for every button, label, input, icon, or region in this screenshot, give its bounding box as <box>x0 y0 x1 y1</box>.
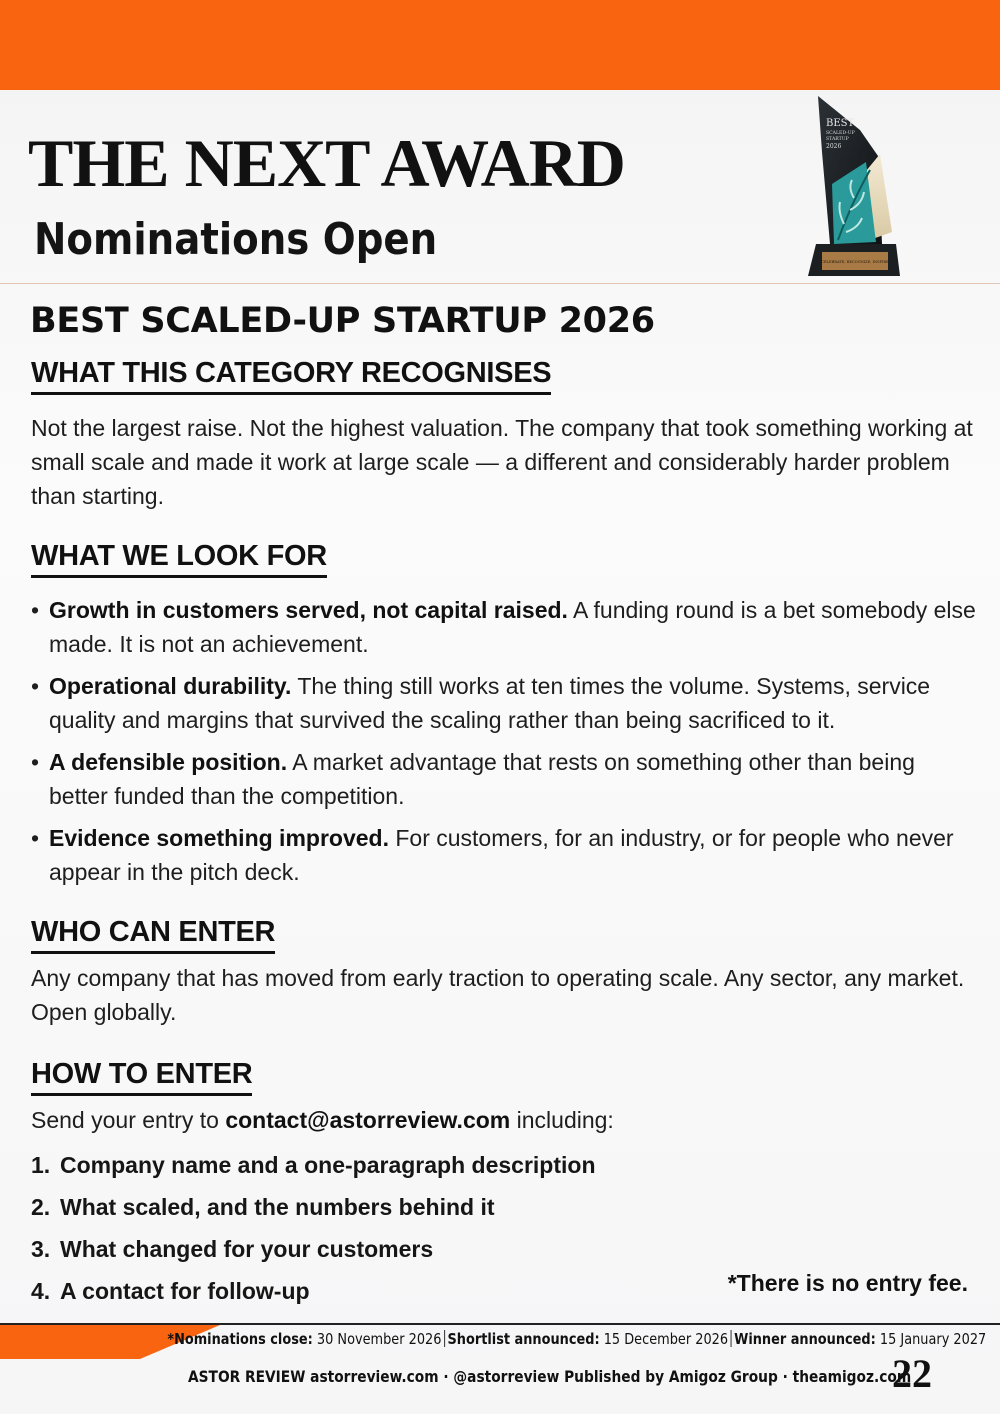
key-dates: *Nominations close: 30 November 2026 Shortlist announced: 15 December 2026 Winner announced: 15 January 2027 <box>167 1330 986 1348</box>
bullet-icon: • <box>31 597 40 623</box>
section-heading-how: HOW TO ENTER <box>31 1056 252 1096</box>
trophy-text-line-4: 2026 <box>826 143 842 150</box>
page-title: THE NEXT AWARD <box>28 125 625 201</box>
bullet-icon: • <box>31 825 40 851</box>
bullet-icon: • <box>31 673 40 699</box>
list-item: • Operational durability. The thing still works at ten times the volume. Systems, service quality and margins that survived the scaling rather than being sacrificed to it. <box>31 669 976 737</box>
list-item: 4. A contact for follow-up <box>31 1278 310 1304</box>
how-intro: Send your entry to contact@astorreview.com including: <box>31 1107 614 1133</box>
list-item: • Growth in customers served, not capital raised. A funding round is a bet somebody else made. It is not an achievement. <box>31 593 976 661</box>
bullet-icon: • <box>31 749 40 775</box>
page-number: 22 <box>892 1351 932 1396</box>
trophy-text-line-2: SCALED-UP <box>826 131 855 136</box>
entry-fee-note: *There is no entry fee. <box>727 1270 968 1296</box>
trophy-text-line-3: STARTUP <box>826 137 849 142</box>
list-item: 2. What scaled, and the numbers behind it <box>31 1194 495 1220</box>
list-item: 3. What changed for your customers <box>31 1236 434 1262</box>
trophy-image <box>800 92 910 284</box>
recognises-paragraph: Not the largest raise. Not the highest valuation. The company that took something working at small scale and made it work at large scale — a different and considerably harder problem than starting. <box>31 415 973 509</box>
criteria-list <box>31 593 976 897</box>
list-item: • Evidence something improved. For customers, for an industry, or for people who never appear in the pitch deck. <box>31 821 976 889</box>
header-divider <box>0 283 1000 284</box>
section-heading-look-for: WHAT WE LOOK FOR <box>31 538 327 578</box>
publisher-credit: ASTOR REVIEW astorreview.com · @astorreview Published by Amigoz Group · theamigoz.com <box>188 1367 912 1386</box>
section-heading-recognises: WHAT THIS CATEGORY RECOGNISES <box>31 355 551 395</box>
category-title: BEST SCALED-UP STARTUP 2026 <box>30 301 655 341</box>
entry-steps-list <box>31 1144 596 1312</box>
list-item: • A defensible position. A market advantage that rests on something other than being better funded than the competition. <box>31 745 976 813</box>
who-paragraph: Any company that has moved from early traction to operating scale. Any sector, any market. Open globally. <box>31 965 965 1025</box>
page-subtitle: Nominations Open <box>34 214 438 265</box>
list-item: 1. Company name and a one-paragraph description <box>31 1152 596 1178</box>
trophy-text-line-1: BEST <box>826 118 855 129</box>
section-heading-who: WHO CAN ENTER <box>31 914 275 954</box>
top-accent-bar <box>0 0 1000 90</box>
trophy-base-text: CELEBRATE, RECOGNIZE, INSPIRE <box>821 260 889 264</box>
contact-email-link[interactable]: contact@astorreview.com <box>225 1107 511 1133</box>
